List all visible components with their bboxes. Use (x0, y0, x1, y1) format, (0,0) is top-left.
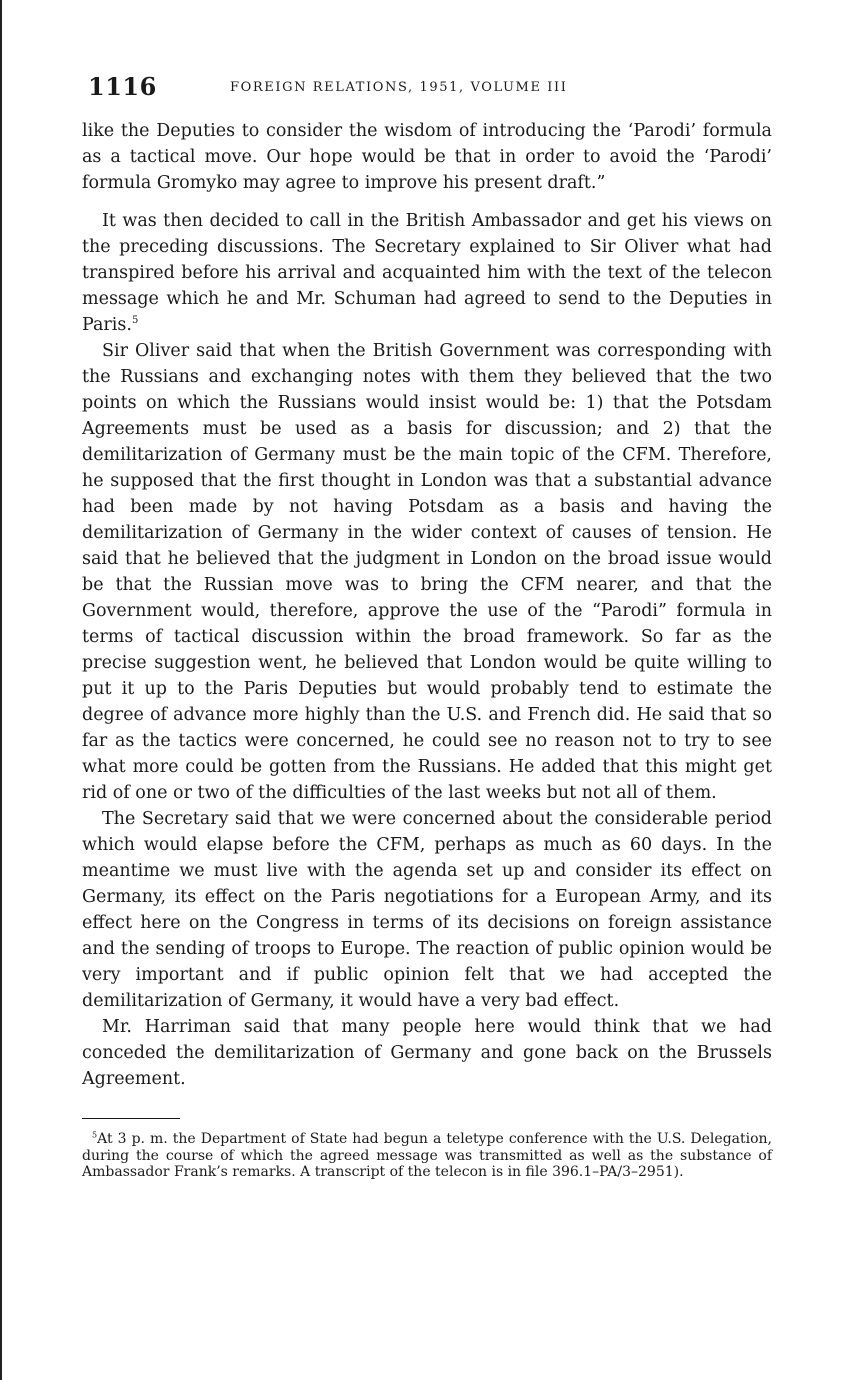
footnote (82, 1131, 772, 1181)
footnote-text: At 3 p. m. the Department of State had begun a teletype conference with the U.S. Delegation, during the course of which the agreed message was transmitted as well as the substance of Ambassador Frank’s remarks. A transcript of the telecon is in file 396.1–PA/3–2951). (82, 1131, 772, 1180)
running-header (82, 72, 772, 104)
paragraph-secretary: The Secretary said that we were concerned about the considerable period which would elapse before the CFM, perhaps as much as 60 days. In the meantime we must live with the agenda set up and consider its effect on Germany, its effect on the Paris negotiations for a European Army, and its effect here on the Congress in terms of its decisions on foreign assistance and the sending of troops to Europe. The reaction of public opinion would be very important and if public opinion felt that we had accepted the demilitarization of Germany, it would have a very bad effect. (82, 809, 772, 1011)
running-title: FOREIGN RELATIONS, 1951, VOLUME III (230, 80, 568, 95)
paragraph-harriman: Mr. Harriman said that many people here would think that we had conceded the demilitarization of Germany and gone back on the Brussels Agreement. (82, 1017, 772, 1089)
paragraph-sir-oliver: Sir Oliver said that when the British Government was corresponding with the Russians and exchanging notes with them they believed that the two points on which the Russians would insist would be: 1) that the Potsdam Agreements must be used as a basis for discussion; and 2) that the demilitarization of Germany must be the main topic of the CFM. Therefore, he supposed that the first thought in London was that a substantial advance had been made by not having Potsdam as a basis and having the demilitarization of Germany in the wider context of causes of tension. He said that he believed that the judgment in London on the broad issue would be that the Russian move was to bring the CFM nearer, and that the Government would, therefore, approve the use of the “Parodi” formula in terms of tactical discussion within the broad framework. So far as the precise suggestion went, he believed that London would be quite willing to put it up to the Paris Deputies but would probably tend to estimate the degree of advance more highly than the U.S. and French did. He said that so far as the tactics were concerned, he could see no reason not to try to see what more could be gotten from the Russians. He added that this might get rid of one or two of the difficulties of the last weeks but not all of them. (82, 341, 772, 803)
document-page (82, 72, 772, 1181)
footnote-marker: 5 (92, 1130, 98, 1140)
paragraph-british-ambassador (82, 208, 772, 338)
page-number: 1116 (88, 72, 157, 101)
footnote-reference: 5 (131, 315, 139, 327)
footnote-divider (82, 1118, 180, 1119)
paragraph-continuation: like the Deputies to consider the wisdom of introducing the ‘Parodi’ formula as a tactical move. Our hope would be that in order to avoid the ‘Parodi’ formula Gromyko may agree to improve his present draft.” (82, 121, 772, 193)
body-text (82, 118, 772, 1092)
paragraph-text: It was then decided to call in the British Ambassador and get his views on the preceding discussions. The Secretary explained to Sir Oliver what had transpired before his arrival and acquainted him with the text of the telecon message which he and Mr. Schuman had agreed to send to the Deputies in Paris. (82, 211, 772, 335)
page-edge (0, 0, 2, 1380)
